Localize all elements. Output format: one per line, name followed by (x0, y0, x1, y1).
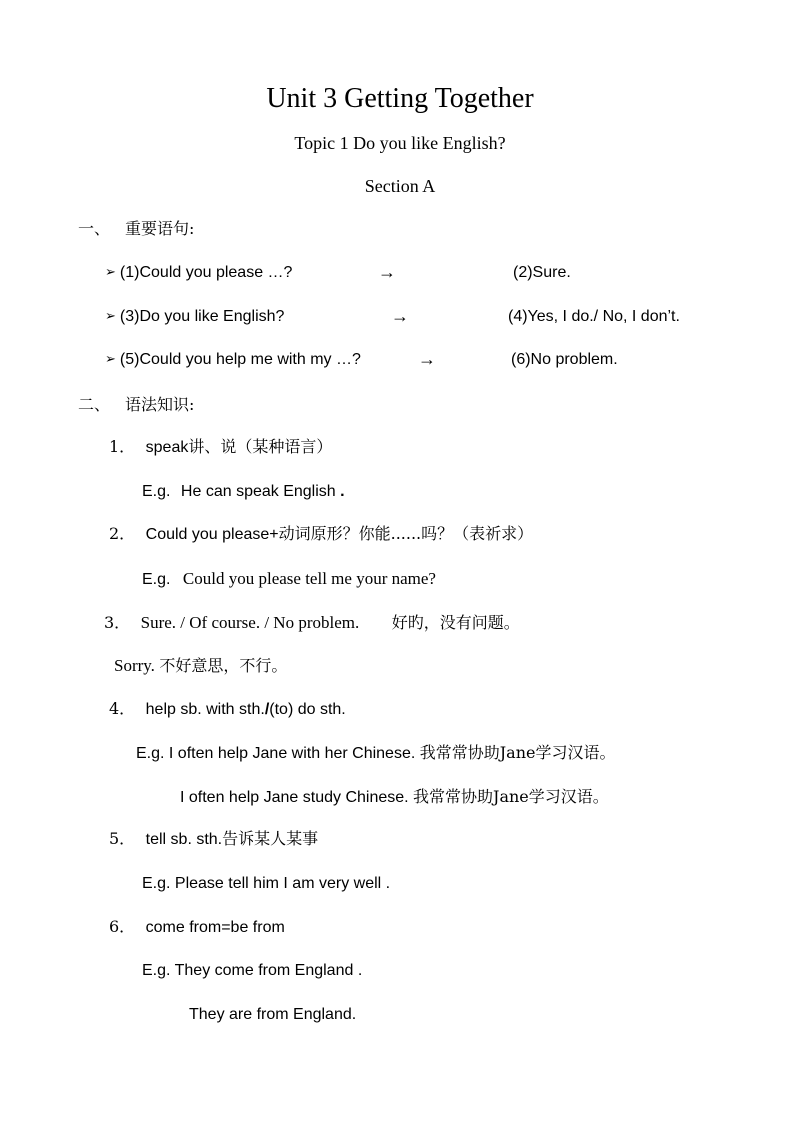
sentence-2: (2)Sure. (513, 264, 571, 281)
item-number: 4． (109, 699, 136, 718)
item-english-c: (to) do sth. (269, 701, 346, 718)
example-2 (142, 570, 436, 588)
grammar-item-1 (109, 439, 332, 456)
eg-label: E.g. (142, 483, 171, 500)
sentence-5: (5)Could you help me with my …? (119, 351, 361, 368)
bullet-arrow-icon: ➢ (105, 308, 116, 323)
sorry-chinese: 不好意思，不行。 (159, 656, 288, 675)
sentence-6: (6)No problem. (511, 351, 618, 368)
part2-heading: 语法知识: (125, 395, 195, 414)
grammar-item-2 (109, 526, 533, 543)
arrow-icon: → (418, 349, 436, 369)
part1-heading: 重要语句: (125, 219, 195, 238)
example-4b (180, 789, 609, 806)
sentence-3: (3)Do you like English? (119, 308, 285, 325)
grammar-item-6 (109, 919, 285, 936)
example-4a (136, 745, 615, 762)
sentence-row-3-left (105, 352, 361, 368)
eg-chinese: 我常常协助Jane学习汉语。 (413, 787, 609, 806)
item-chinese: 好旳，没有问题。 (391, 613, 520, 632)
example-5: E.g. Please tell him I am very well . (142, 875, 391, 892)
example-6a: E.g. They come from England . (142, 962, 363, 979)
sorry-text: Sorry. (114, 656, 155, 675)
bullet-arrow-icon: ➢ (105, 351, 116, 366)
item-number: 1． (109, 437, 136, 456)
item-chinese: 动词原形？你能......吗？（表祈求） (278, 524, 534, 543)
example-6b: They are from England. (189, 1006, 357, 1023)
page-title: Unit 3 Getting Together (266, 83, 534, 114)
item-english: come from=be from (145, 919, 285, 936)
eg-text: E.g. I often help Jane with her Chinese. (136, 745, 416, 762)
item-english: Could you please+ (145, 526, 279, 543)
sentence-4: (4)Yes, I do./ No, I don’t. (508, 308, 680, 325)
arrow-icon: → (378, 262, 396, 282)
grammar-item-5 (109, 831, 318, 848)
sentence-row-1-left (105, 265, 292, 281)
section-title: Section A (364, 176, 436, 196)
eg-label: E.g. (142, 571, 171, 588)
grammar-item-4 (109, 701, 346, 718)
eg-chinese: 我常常协助Jane学习汉语。 (419, 743, 616, 762)
part2-number: 二、 (78, 395, 111, 414)
eg-text: Could you please tell me your name? (182, 569, 436, 588)
item-chinese: 告诉某人某事 (222, 829, 319, 848)
grammar-item-3 (104, 614, 520, 632)
item-number: 5． (109, 829, 136, 848)
item-number: 3． (104, 613, 131, 632)
item-slash: / (264, 701, 270, 718)
part1-number: 一、 (78, 219, 111, 238)
eg-text: He can speak English (180, 483, 336, 500)
item-chinese: 讲、说（某种语言） (188, 437, 333, 456)
item-number: 6． (109, 917, 136, 936)
item-english: Sure. / Of course. / No problem. (140, 613, 360, 632)
item-english: tell sb. sth. (145, 831, 223, 848)
eg-period: . (340, 483, 345, 500)
sentence-1: (1)Could you please …? (119, 264, 293, 281)
item-english-a: help sb. with sth. (145, 701, 265, 718)
item-3-line-2 (114, 657, 287, 675)
eg-text: I often help Jane study Chinese. (180, 789, 409, 806)
example-1 (142, 484, 345, 500)
item-english: speak (145, 439, 189, 456)
item-number: 2． (109, 524, 136, 543)
topic-title: Topic 1 Do you like English? (294, 133, 506, 153)
bullet-arrow-icon: ➢ (105, 264, 116, 279)
sentence-row-2-left (105, 309, 284, 325)
arrow-icon: → (391, 306, 409, 326)
